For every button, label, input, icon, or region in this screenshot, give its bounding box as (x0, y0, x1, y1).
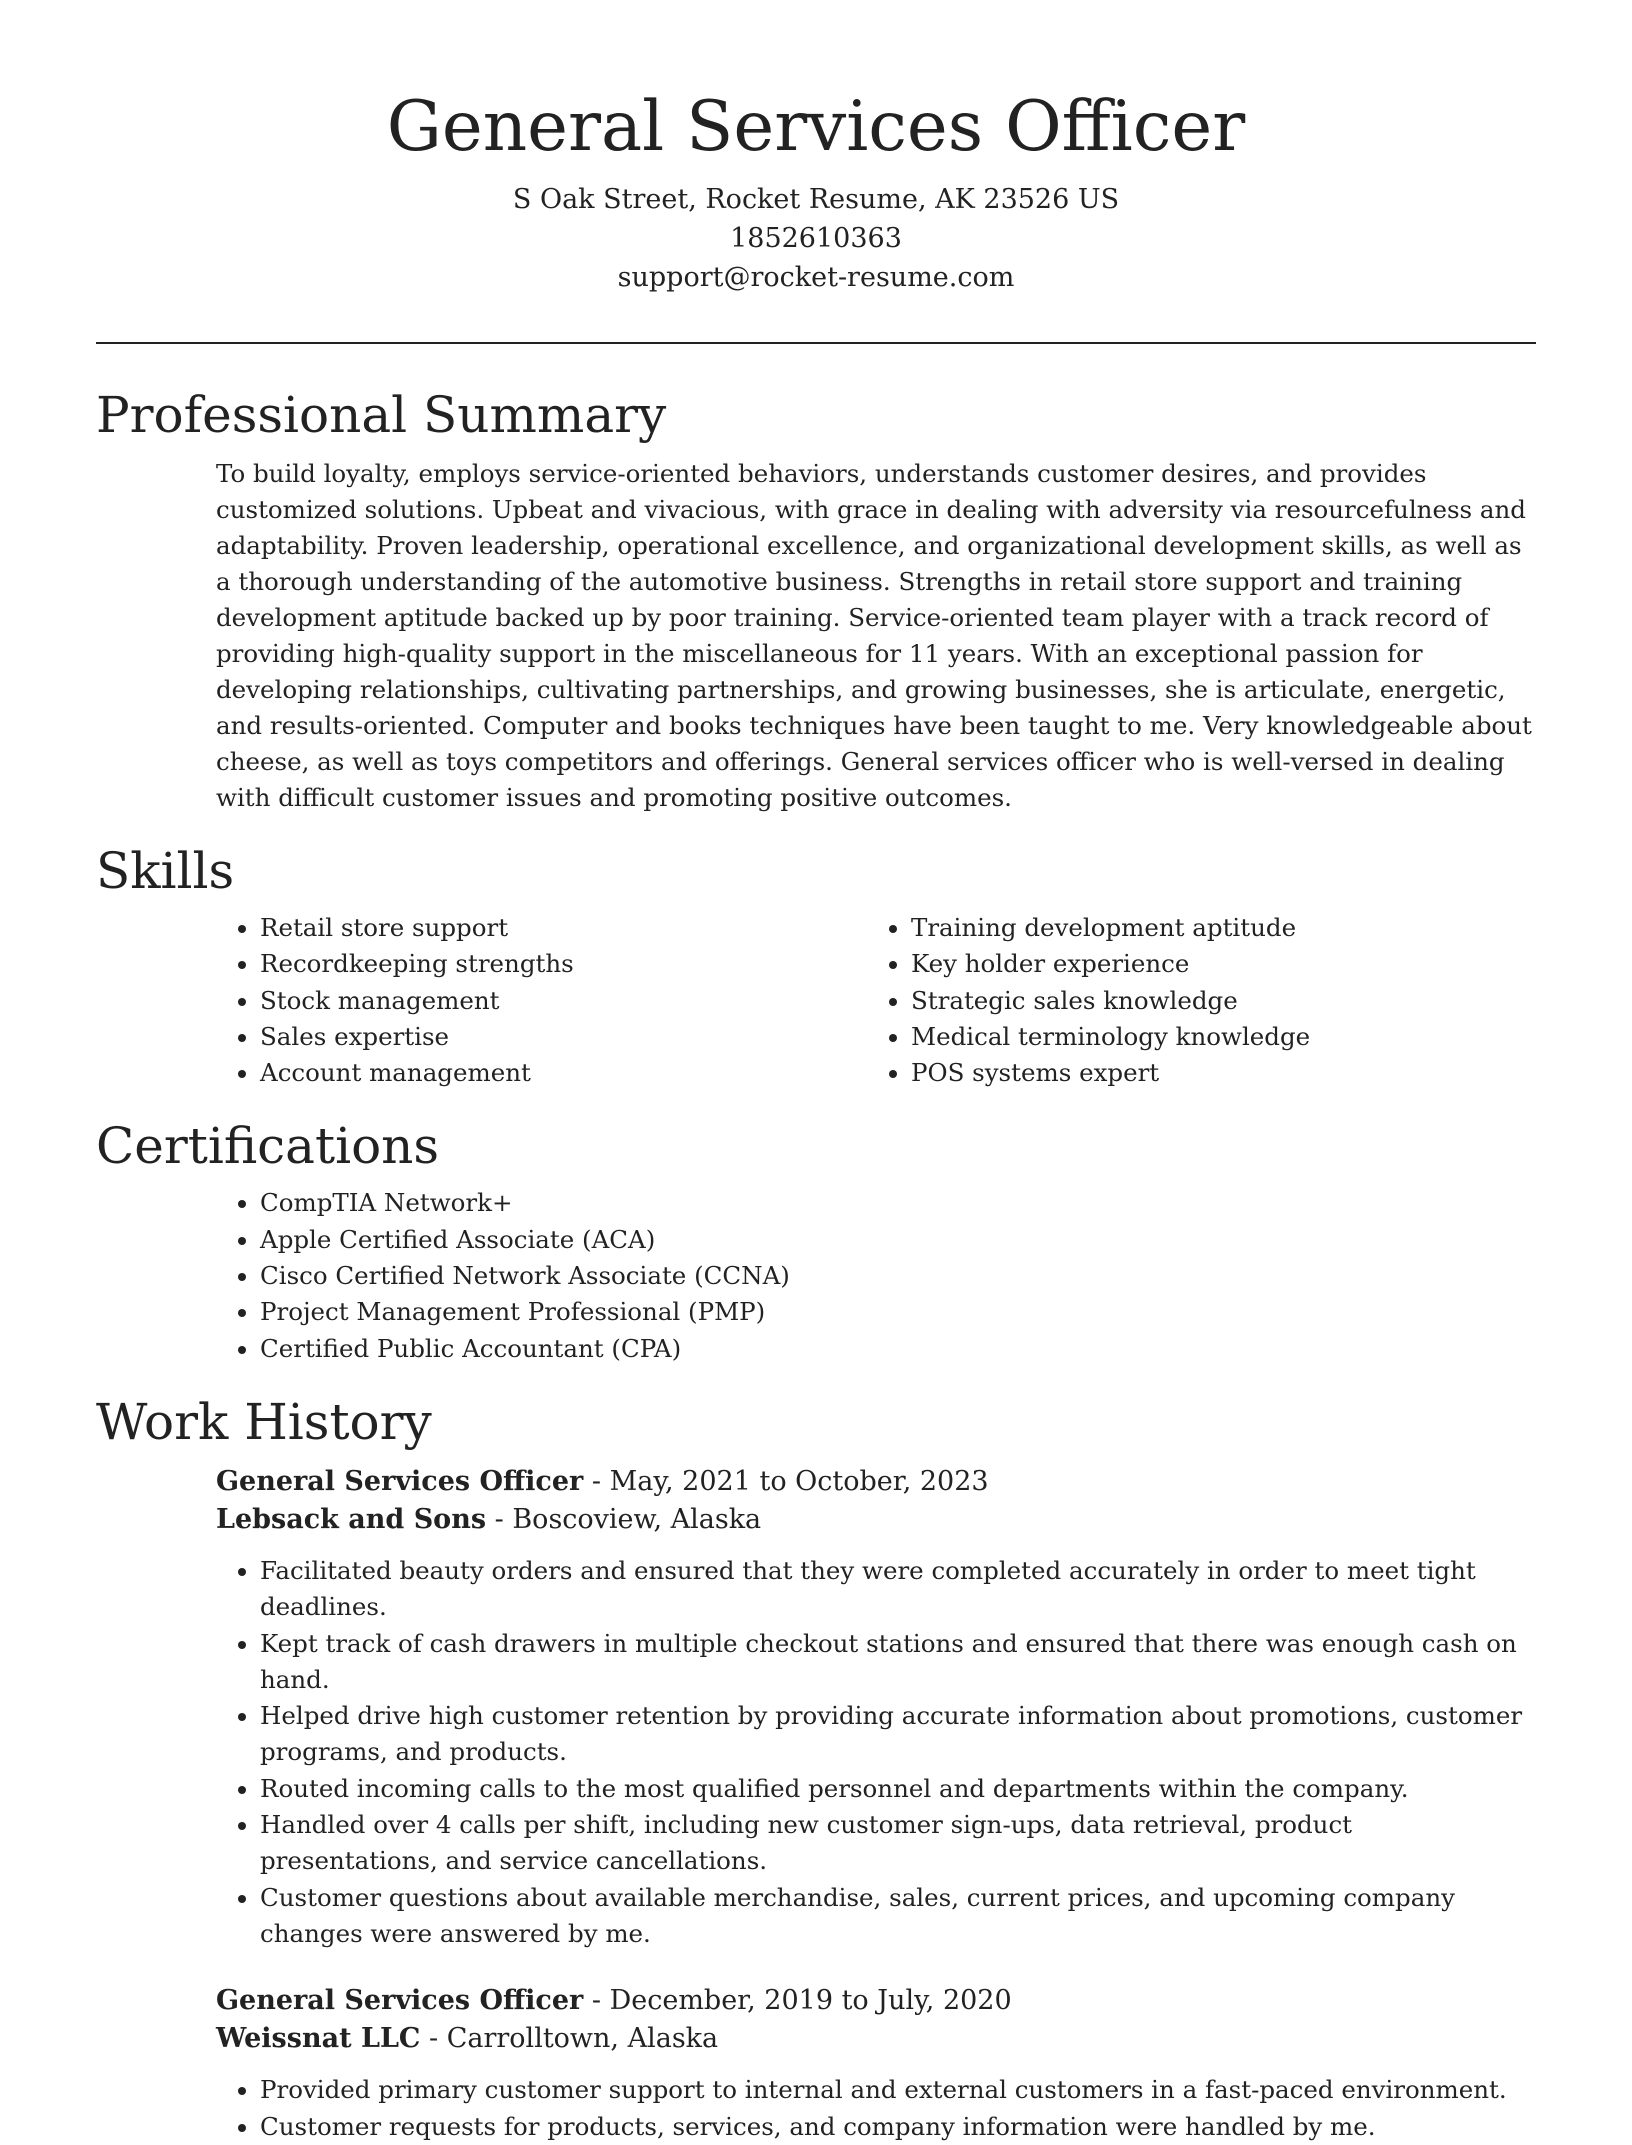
contact-email: support@rocket-resume.com (617, 262, 1015, 293)
skill-item: • Sales expertise (260, 1019, 885, 1055)
job-company: Weissnat LLC (216, 2023, 421, 2055)
job-location: Boscoview, Alaska (512, 1503, 762, 1535)
skills-section (96, 836, 1536, 1091)
job-title: General Services Officer (216, 1465, 584, 1497)
job-title: General Services Officer (216, 1985, 584, 2017)
job-bullet: • Routed incoming calls to the most qualified personnel and departments within the company. (260, 1771, 1536, 1807)
job-bullets (216, 1553, 1536, 1952)
job-dates: May, 2021 to October, 2023 (609, 1465, 989, 1497)
contact-phone: 1852610363 (730, 223, 902, 254)
skill-item: • Recordkeeping strengths (260, 946, 885, 982)
job-dates: December, 2019 to July, 2020 (609, 1985, 1012, 2017)
skills-list-left (96, 910, 885, 1091)
header-divider (96, 342, 1536, 344)
job-company: Lebsack and Sons (216, 1503, 487, 1535)
separator: - (429, 2023, 447, 2055)
skill-item: • Stock management (260, 983, 885, 1019)
contact-address: S Oak Street, Rocket Resume, AK 23526 US (512, 184, 1120, 215)
skill-item: • Strategic sales knowledge (911, 983, 1536, 1019)
skill-item: • Training development aptitude (911, 910, 1536, 946)
separator: - (591, 1985, 610, 2017)
skill-item: • Key holder experience (911, 946, 1536, 982)
certifications-section (96, 1111, 1536, 1366)
skills-list-right (911, 910, 1536, 1091)
work-history-heading: Work History (96, 1392, 432, 1451)
skill-item: • POS systems expert (911, 1055, 1536, 1091)
job-title-line (216, 1982, 1536, 2020)
job-bullet: • Provided primary customer support to internal and external customers in a fast-paced environment. (260, 2072, 1536, 2108)
separator: - (591, 1465, 610, 1497)
job-company-line (216, 2020, 1536, 2058)
job-bullet: • Kept track of cash drawers in multiple checkout stations and ensured that there was enough cash on hand. (260, 1626, 1536, 1699)
candidate-name: General Services Officer (386, 87, 1246, 167)
job-bullets (216, 2072, 1536, 2145)
job-location: Carrolltown, Alaska (446, 2023, 719, 2055)
job-bullet: • Customer questions about available merchandise, sales, current prices, and upcoming company changes were answered by me. (260, 1880, 1536, 1953)
job-bullet: • Helped drive high customer retention by providing accurate information about promotions, customer programs, and products. (260, 1698, 1536, 1771)
skill-item: • Retail store support (260, 910, 885, 946)
certifications-list (96, 1185, 1536, 1366)
job-bullet: • Customer requests for products, services, and company information were handled by me. (260, 2109, 1536, 2145)
certification-item: • CompTIA Network+ (260, 1185, 1536, 1221)
work-history-section (96, 1387, 1536, 2145)
skills-heading: Skills (96, 842, 235, 900)
skill-item: • Account management (260, 1055, 885, 1091)
resume-body (96, 380, 1536, 2145)
certification-item: • Apple Certified Associate (ACA) (260, 1222, 1536, 1258)
job-entry (216, 1982, 1536, 2145)
job-bullet: • Handled over 4 calls per shift, including new customer sign-ups, data retrieval, product presentations, and service cancellations. (260, 1807, 1536, 1880)
certification-item: • Project Management Professional (PMP) (260, 1294, 1536, 1330)
job-company-line (216, 1501, 1536, 1539)
summary-section (96, 380, 1536, 816)
certification-item: • Cisco Certified Network Associate (CCNA) (260, 1258, 1536, 1294)
summary-heading: Professional Summary (96, 386, 667, 444)
separator: - (494, 1503, 513, 1535)
job-entry (216, 1463, 1536, 1952)
resume-header (0, 0, 1632, 297)
certification-item: • Certified Public Accountant (CPA) (260, 1331, 1536, 1367)
certifications-heading: Certifications (96, 1117, 440, 1176)
contact-block (0, 180, 1632, 297)
summary-text: To build loyalty, employs service-oriented behaviors, understands customer desires, and provides customized solutions. Upbeat and vivacious, with grace in dealing with adversity via resourcefulness and adaptability. Proven leadership, operational excellence, and organizational development skills, as well as a thorough understanding of the automotive business. Strengths in retail store support and training development aptitude backed up by poor training. Service-oriented team player with a track record of providing high-quality support in the miscellaneous for 11 years. With an exceptional passion for developing relationships, cultivating partnerships, and growing businesses, she is articulate, energetic, and results-oriented. Computer and books techniques have been taught to me. Very knowledgeable about cheese, as well as toys competitors and offerings. General services officer who is well-versed in dealing with difficult customer issues and promoting positive outcomes. (216, 459, 1532, 812)
job-bullet: • Facilitated beauty orders and ensured that they were completed accurately in order to meet tight deadlines. (260, 1553, 1536, 1626)
skill-item: • Medical terminology knowledge (911, 1019, 1536, 1055)
skills-columns (96, 910, 1536, 1091)
job-title-line (216, 1463, 1536, 1501)
